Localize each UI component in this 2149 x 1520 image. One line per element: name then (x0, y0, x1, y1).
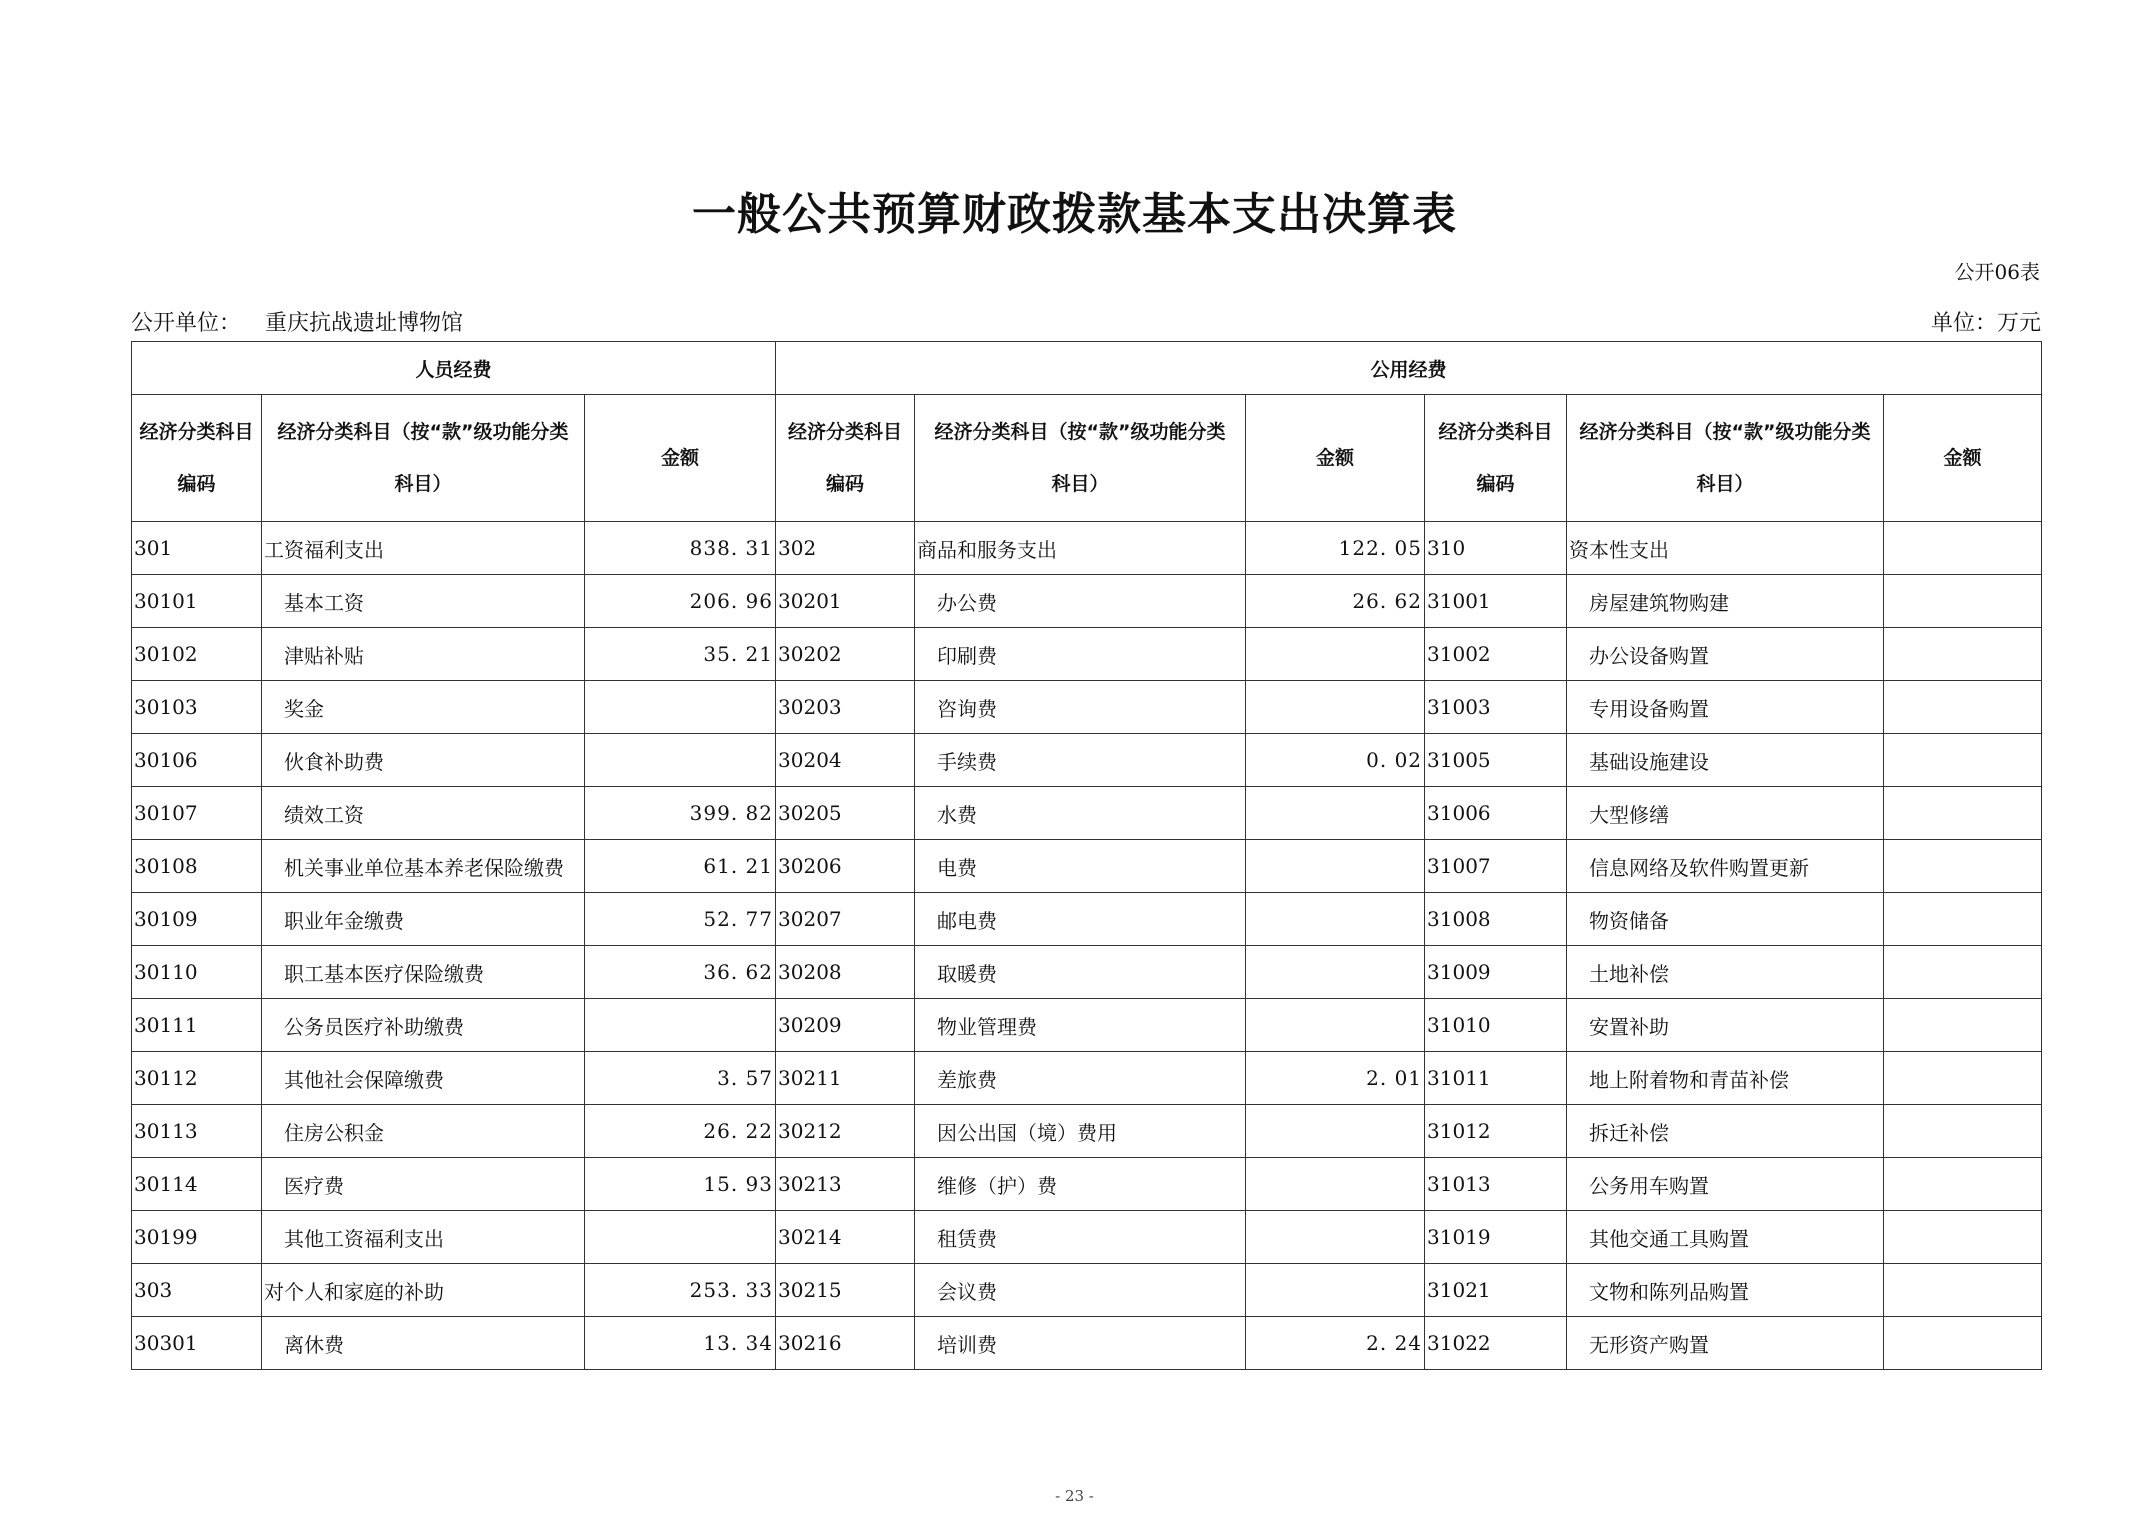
row-name: 土地补偿 (1567, 946, 1884, 999)
row-amount: 838. 31 (585, 522, 776, 575)
row-amount: 399. 82 (585, 787, 776, 840)
row-name: 物业管理费 (915, 999, 1246, 1052)
row-amount: 122. 05 (1246, 522, 1425, 575)
header-code: 经济分类科目 编码 (132, 395, 262, 522)
row-amount: 52. 77 (585, 893, 776, 946)
row-amount (1246, 1158, 1425, 1211)
row-code: 30199 (132, 1211, 262, 1264)
row-name: 公务员医疗补助缴费 (262, 999, 585, 1052)
row-amount: 206. 96 (585, 575, 776, 628)
row-amount (1246, 787, 1425, 840)
row-amount (1884, 575, 2042, 628)
row-code: 30114 (132, 1158, 262, 1211)
row-code: 30202 (776, 628, 915, 681)
row-amount (1246, 681, 1425, 734)
header-code: 经济分类科目 编码 (1425, 395, 1567, 522)
row-name: 无形资产购置 (1567, 1317, 1884, 1370)
group-header-row (132, 342, 2042, 395)
row-code: 30206 (776, 840, 915, 893)
row-code: 31019 (1425, 1211, 1567, 1264)
row-code: 30215 (776, 1264, 915, 1317)
row-amount: 26. 22 (585, 1105, 776, 1158)
row-name: 绩效工资 (262, 787, 585, 840)
row-name: 水费 (915, 787, 1246, 840)
row-amount (1246, 628, 1425, 681)
row-amount: 15. 93 (585, 1158, 776, 1211)
row-name: 其他社会保障缴费 (262, 1052, 585, 1105)
row-code: 30211 (776, 1052, 915, 1105)
row-code: 31005 (1425, 734, 1567, 787)
row-code: 31003 (1425, 681, 1567, 734)
row-code: 30103 (132, 681, 262, 734)
row-code: 302 (776, 522, 915, 575)
row-amount: 3. 57 (585, 1052, 776, 1105)
row-name: 专用设备购置 (1567, 681, 1884, 734)
row-amount (1884, 893, 2042, 946)
table-row (132, 787, 2042, 840)
table-row (132, 734, 2042, 787)
row-name: 机关事业单位基本养老保险缴费 (262, 840, 585, 893)
row-name: 差旅费 (915, 1052, 1246, 1105)
row-amount (1884, 1317, 2042, 1370)
row-code: 31001 (1425, 575, 1567, 628)
row-code: 30212 (776, 1105, 915, 1158)
row-name: 伙食补助费 (262, 734, 585, 787)
header-amount: 金额 (1884, 395, 2042, 522)
row-name: 因公出国（境）费用 (915, 1105, 1246, 1158)
row-amount (1246, 1105, 1425, 1158)
row-code: 31007 (1425, 840, 1567, 893)
table-body (132, 522, 2042, 1370)
row-code: 30102 (132, 628, 262, 681)
row-name: 邮电费 (915, 893, 1246, 946)
column-header-row (132, 395, 2042, 522)
row-code: 30216 (776, 1317, 915, 1370)
row-code: 30107 (132, 787, 262, 840)
row-name: 离休费 (262, 1317, 585, 1370)
row-code: 31009 (1425, 946, 1567, 999)
row-amount (1246, 840, 1425, 893)
table-row (132, 1105, 2042, 1158)
row-amount: 26. 62 (1246, 575, 1425, 628)
row-code: 301 (132, 522, 262, 575)
row-name: 奖金 (262, 681, 585, 734)
row-amount (585, 999, 776, 1052)
row-amount (585, 1211, 776, 1264)
row-name: 其他交通工具购置 (1567, 1211, 1884, 1264)
row-code: 31022 (1425, 1317, 1567, 1370)
row-name: 住房公积金 (262, 1105, 585, 1158)
row-code: 310 (1425, 522, 1567, 575)
row-code: 31008 (1425, 893, 1567, 946)
row-code: 303 (132, 1264, 262, 1317)
row-name: 其他工资福利支出 (262, 1211, 585, 1264)
row-amount (1884, 681, 2042, 734)
row-name: 印刷费 (915, 628, 1246, 681)
row-code: 30113 (132, 1105, 262, 1158)
row-code: 31010 (1425, 999, 1567, 1052)
header-name: 经济分类科目（按“款”级功能分类 科目） (262, 395, 585, 522)
row-amount (1884, 840, 2042, 893)
row-amount (1884, 734, 2042, 787)
row-code: 31013 (1425, 1158, 1567, 1211)
header-name: 经济分类科目（按“款”级功能分类 科目） (1567, 395, 1884, 522)
table-row (132, 1317, 2042, 1370)
table-row (132, 1264, 2042, 1317)
row-code: 30109 (132, 893, 262, 946)
row-amount (1884, 1052, 2042, 1105)
row-name: 拆迁补偿 (1567, 1105, 1884, 1158)
reporting-unit (131, 306, 463, 337)
row-name: 取暖费 (915, 946, 1246, 999)
row-name: 物资储备 (1567, 893, 1884, 946)
row-name: 办公设备购置 (1567, 628, 1884, 681)
row-code: 31021 (1425, 1264, 1567, 1317)
row-code: 30214 (776, 1211, 915, 1264)
row-name: 基本工资 (262, 575, 585, 628)
row-code: 30209 (776, 999, 915, 1052)
unit-name: 重庆抗战遗址博物馆 (265, 311, 464, 336)
row-code: 30101 (132, 575, 262, 628)
row-amount (1884, 999, 2042, 1052)
row-amount (1884, 1264, 2042, 1317)
currency-unit: 单位：万元 (1930, 311, 2041, 336)
row-code: 30207 (776, 893, 915, 946)
row-name: 大型修缮 (1567, 787, 1884, 840)
row-code: 30204 (776, 734, 915, 787)
table-row (132, 522, 2042, 575)
row-name: 公务用车购置 (1567, 1158, 1884, 1211)
row-name: 租赁费 (915, 1211, 1246, 1264)
row-amount: 35. 21 (585, 628, 776, 681)
row-code: 30110 (132, 946, 262, 999)
row-name: 资本性支出 (1567, 522, 1884, 575)
row-code: 30111 (132, 999, 262, 1052)
expenditure-table (131, 341, 2042, 1370)
table-row (132, 840, 2042, 893)
row-amount (1246, 999, 1425, 1052)
row-amount: 61. 21 (585, 840, 776, 893)
row-name: 会议费 (915, 1264, 1246, 1317)
row-name: 电费 (915, 840, 1246, 893)
unit-label: 公开单位： (131, 311, 242, 336)
row-amount: 2. 01 (1246, 1052, 1425, 1105)
row-name: 培训费 (915, 1317, 1246, 1370)
row-name: 房屋建筑物购建 (1567, 575, 1884, 628)
row-amount (1884, 1211, 2042, 1264)
row-amount: 13. 34 (585, 1317, 776, 1370)
header-amount: 金额 (585, 395, 776, 522)
page-title: 一般公共预算财政拨款基本支出决算表 (692, 189, 1457, 240)
row-name: 安置补助 (1567, 999, 1884, 1052)
row-name: 职业年金缴费 (262, 893, 585, 946)
row-name: 办公费 (915, 575, 1246, 628)
row-amount (1246, 893, 1425, 946)
table-row (132, 999, 2042, 1052)
row-name: 商品和服务支出 (915, 522, 1246, 575)
row-name: 津贴补贴 (262, 628, 585, 681)
row-name: 维修（护）费 (915, 1158, 1246, 1211)
row-name: 工资福利支出 (262, 522, 585, 575)
row-amount (585, 681, 776, 734)
row-name: 对个人和家庭的补助 (262, 1264, 585, 1317)
row-name: 医疗费 (262, 1158, 585, 1211)
row-code: 31011 (1425, 1052, 1567, 1105)
row-amount (1884, 522, 2042, 575)
table-row (132, 1211, 2042, 1264)
row-amount (1884, 787, 2042, 840)
header-amount: 金额 (1246, 395, 1425, 522)
table-row (132, 1052, 2042, 1105)
table-row (132, 575, 2042, 628)
row-name: 职工基本医疗保险缴费 (262, 946, 585, 999)
header-name: 经济分类科目（按“款”级功能分类 科目） (915, 395, 1246, 522)
row-code: 30301 (132, 1317, 262, 1370)
form-number: 公开06表 (1954, 260, 2040, 284)
row-code: 31002 (1425, 628, 1567, 681)
row-amount (1884, 1158, 2042, 1211)
page-number: - 23 - (1055, 1487, 1094, 1505)
table-row (132, 946, 2042, 999)
table-row (132, 893, 2042, 946)
row-amount (1884, 946, 2042, 999)
group-public: 公用经费 (776, 342, 2042, 395)
row-amount: 2. 24 (1246, 1317, 1425, 1370)
row-code: 31006 (1425, 787, 1567, 840)
row-code: 30203 (776, 681, 915, 734)
table-row (132, 1158, 2042, 1211)
row-amount (1884, 1105, 2042, 1158)
row-name: 咨询费 (915, 681, 1246, 734)
row-code: 30106 (132, 734, 262, 787)
row-amount (1884, 628, 2042, 681)
table-row (132, 628, 2042, 681)
row-amount (1246, 1264, 1425, 1317)
row-code: 31012 (1425, 1105, 1567, 1158)
row-code: 30208 (776, 946, 915, 999)
row-amount: 253. 33 (585, 1264, 776, 1317)
row-amount (1246, 946, 1425, 999)
row-name: 信息网络及软件购置更新 (1567, 840, 1884, 893)
row-name: 手续费 (915, 734, 1246, 787)
row-code: 30108 (132, 840, 262, 893)
header-code: 经济分类科目 编码 (776, 395, 915, 522)
row-amount (1246, 1211, 1425, 1264)
row-amount: 36. 62 (585, 946, 776, 999)
row-name: 基础设施建设 (1567, 734, 1884, 787)
table-row (132, 681, 2042, 734)
row-amount (585, 734, 776, 787)
group-personnel: 人员经费 (132, 342, 776, 395)
row-name: 地上附着物和青苗补偿 (1567, 1052, 1884, 1105)
row-code: 30112 (132, 1052, 262, 1105)
row-code: 30205 (776, 787, 915, 840)
row-code: 30201 (776, 575, 915, 628)
row-name: 文物和陈列品购置 (1567, 1264, 1884, 1317)
row-amount: 0. 02 (1246, 734, 1425, 787)
row-code: 30213 (776, 1158, 915, 1211)
